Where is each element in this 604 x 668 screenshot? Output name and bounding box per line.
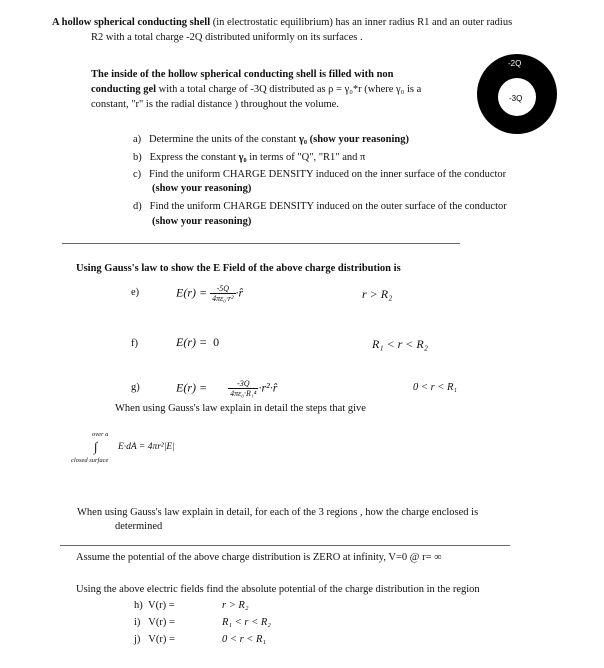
gel-rest: with a total charge of -3Q distributed as ρ = γ₀*r (where γ₀ is a [156, 84, 422, 95]
outer-charge-label: -2Q [508, 59, 522, 68]
intro-line-1 [52, 17, 512, 28]
intro-line-2: R2 with a total charge -2Q distributed uniformly on its surfaces . [91, 32, 363, 43]
lhs: E(r) = [176, 380, 208, 395]
inner-charge-label: -3Q [509, 94, 523, 103]
question-symbol: γ₀ [298, 134, 307, 145]
item-g-region: 0 < r < R₁ [413, 382, 458, 393]
divider [60, 545, 510, 546]
question-text: Find the uniform CHARGE DENSITY induced on the inner surface of the conductor [149, 169, 507, 180]
question-c [133, 169, 506, 180]
item-e-equation [176, 284, 243, 303]
item-f-region: R₁ < r < R₂ [372, 337, 428, 351]
integral-expression: E·dA = 4πr²|E| [118, 442, 175, 452]
item-label: V(r) = [148, 634, 175, 645]
integral-bottom-label: closed surface [71, 457, 109, 464]
denominator: 4πε₀·r² [212, 294, 234, 303]
item-i-region: R₁ < r < R₂ [222, 617, 271, 628]
divider [62, 243, 460, 244]
item-label: V(r) = [148, 600, 175, 611]
intro-rest: (in electrostatic equilibrium) has an inner radius R1 and an outer radius [210, 17, 513, 28]
item-g-equation [176, 379, 277, 398]
question-text: Find the uniform CHARGE DENSITY induced on the outer surface of the conductor [149, 201, 507, 212]
item-h-region: r > R₂ [222, 600, 249, 611]
question-tail: (show your reasoning) [307, 134, 410, 145]
question-letter: c) [133, 169, 142, 180]
integral-sign: ∫ [94, 439, 98, 454]
gauss-explain: When using Gauss's law explain in detail the steps that give [115, 403, 366, 414]
gauss-heading: Using Gauss's law to show the E Field of the above charge distribution is [76, 263, 401, 274]
gel-line-1: The inside of the hollow spherical conducting shell is filled with non [91, 69, 394, 80]
question-b [133, 152, 365, 163]
integral-top-label: over a [92, 431, 109, 438]
question-letter: b) [133, 152, 142, 163]
question-letter: d) [133, 201, 142, 212]
potential-using: Using the above electric fields find the absolute potential of the charge distribution in the region [76, 584, 480, 595]
item-letter: i) [134, 617, 141, 628]
item-e-letter: e) [131, 287, 140, 298]
fraction [228, 379, 258, 398]
item-letter: h) [134, 600, 143, 611]
intro-bold: A hollow spherical conducting shell [52, 17, 211, 28]
question-letter: a) [133, 134, 142, 145]
item-g-letter: g) [131, 382, 140, 393]
item-i [134, 617, 175, 628]
question-c-line2: (show your reasoning) [152, 183, 252, 194]
numerator: -5Q [210, 284, 235, 294]
shell-diagram [476, 53, 558, 135]
enclosed-line-2: determined [115, 521, 163, 532]
gel-line-2 [91, 84, 421, 95]
question-d-line2: (show your reasoning) [152, 216, 252, 227]
question-a [133, 134, 409, 145]
numerator: -3Q [228, 379, 258, 389]
question-d [133, 201, 507, 212]
question-text: Determine the units of the constant [149, 134, 299, 145]
item-f-equation [176, 335, 219, 350]
item-letter: j) [134, 634, 141, 645]
denominator: 4πε₀·R₁⁴ [230, 389, 257, 398]
fraction [210, 284, 235, 303]
item-f-letter: f) [131, 338, 138, 349]
tail: ·r²·r̂ [258, 380, 278, 395]
question-tail: in terms of "Q", "R1" and π [246, 152, 366, 163]
question-symbol: γ₀ [238, 152, 247, 163]
enclosed-line-1: When using Gauss's law explain in detail, for each of the 3 regions , how the charge enclosed is [77, 507, 479, 518]
lhs: E(r) = [176, 285, 208, 300]
gel-bold: conducting gel [91, 84, 157, 95]
item-label: V(r) = [148, 617, 175, 628]
item-e-region: r > R₂ [362, 287, 393, 301]
potential-assumption: Assume the potential of the above charge distribution is ZERO at infinity, V=0 @ r= ∞ [76, 552, 442, 563]
item-j [134, 634, 175, 645]
question-text: Express the constant [149, 152, 239, 163]
item-j-region: 0 < r < R₁ [222, 634, 267, 645]
tail: ·r̂ [235, 285, 244, 300]
gel-line-3: constant, "r" is the radial distance ) throughout the volume. [91, 99, 339, 110]
lhs: E(r) = [176, 335, 208, 349]
item-h [134, 600, 175, 611]
rhs: 0 [213, 335, 220, 349]
